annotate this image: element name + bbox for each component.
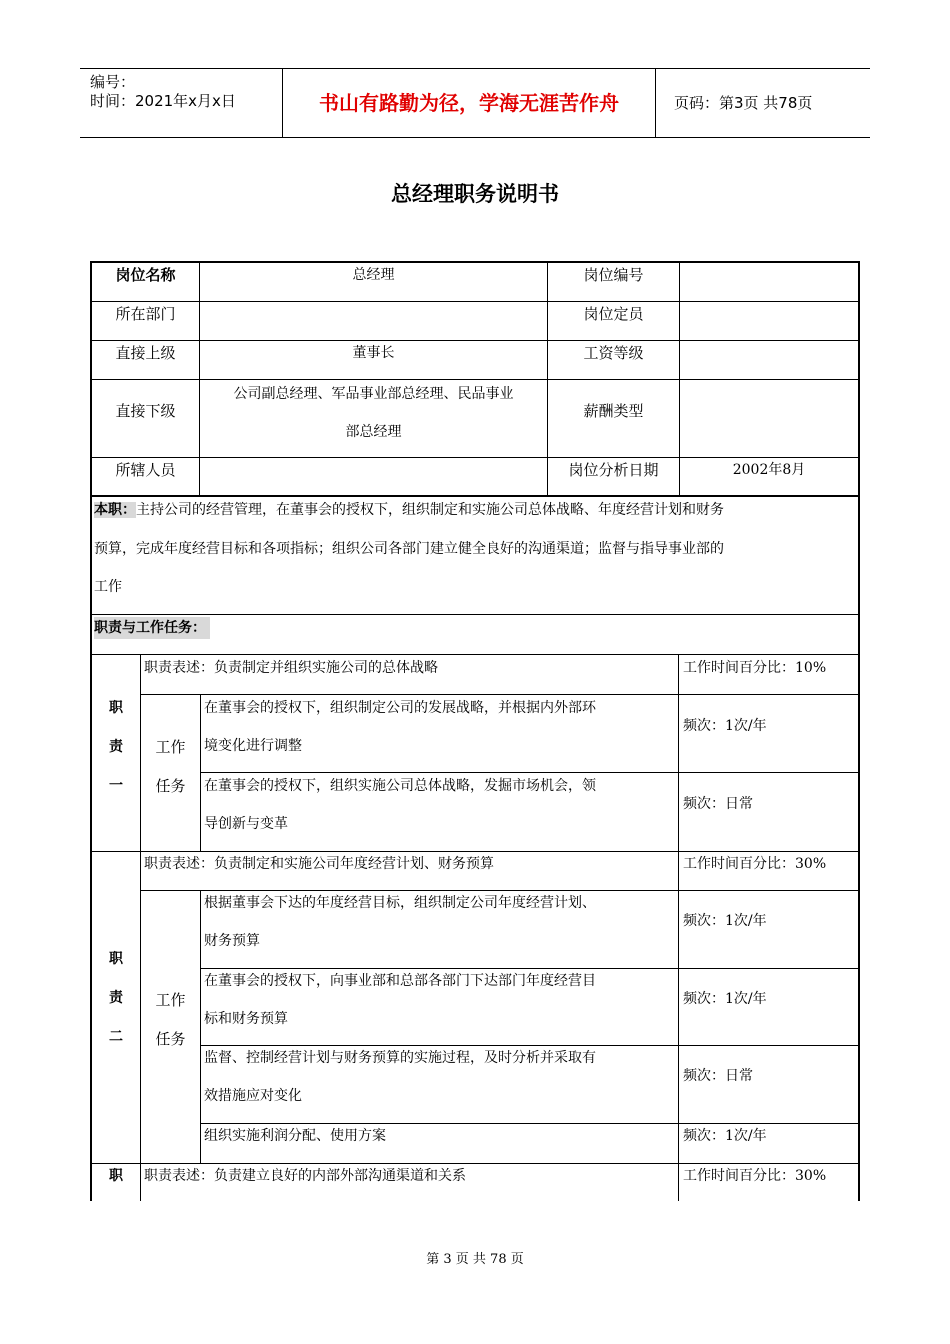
time-label: 时间：2021年x月x日	[90, 92, 236, 110]
number-label: 编号：	[90, 73, 136, 91]
duty2-item3-line1: 监督、控制经营计划与财务预算的实施过程，及时分析并采取有	[204, 1050, 596, 1066]
value-post-number	[680, 263, 858, 301]
duty2-char1: 职	[109, 951, 123, 967]
duty2-item3-line2: 效措施应对变化	[204, 1088, 302, 1104]
duty-summary-line3: 工作	[94, 579, 122, 595]
duty2-item4-line1: 组织实施利润分配、使用方案	[204, 1128, 386, 1144]
label-headcount: 岗位定员	[583, 305, 644, 323]
duty1-description: 职责表述：负责制定并组织实施公司的总体战略	[144, 660, 438, 676]
tasks-heading-row	[90, 615, 860, 655]
duty2-task-label-a: 工作	[155, 991, 186, 1009]
duty1-item2-line1: 在董事会的授权下，组织实施公司总体战略，发掘市场机会，领	[204, 778, 596, 794]
duty-summary-line2: 预算，完成年度经营目标和各项指标；组织公司各部门建立健全良好的沟通渠道；监督与指导事业部的	[94, 541, 724, 557]
value-pay-type	[680, 380, 858, 457]
header-slogan: 书山有路勤为径，学海无涯苦作舟	[282, 69, 656, 137]
header-meta	[80, 69, 282, 137]
value-salary-grade	[680, 341, 858, 379]
duty1-task-label	[141, 695, 200, 851]
page-info-text: 页码：第3页 共78页	[674, 94, 813, 112]
value-staff	[200, 458, 547, 497]
duty1-char3: 一	[109, 778, 123, 794]
duty1-item1-line1: 在董事会的授权下，组织制定公司的发展战略，并根据内外部环	[204, 700, 596, 716]
duty2-time-percent: 工作时间百分比：30%	[683, 856, 827, 872]
value-department	[200, 302, 547, 340]
duty2-item1-line2: 财务预算	[204, 933, 260, 949]
tasks-heading: 职责与工作任务：	[94, 617, 210, 639]
duty3-description: 职责表述：负责建立良好的内部外部沟通渠道和关系	[144, 1168, 466, 1184]
duty-summary-label: 本职：	[94, 502, 136, 518]
label-department: 所在部门	[115, 305, 176, 323]
duty2-char2: 责	[109, 990, 123, 1006]
value-headcount	[680, 302, 858, 340]
duty1-task-label-b: 任务	[155, 777, 186, 795]
duty1-item2-frequency: 频次：日常	[683, 796, 753, 812]
label-post-number: 岗位编号	[583, 266, 644, 284]
value-analysis-date: 2002年8月	[732, 462, 806, 478]
duty2-item3-frequency: 频次：日常	[683, 1068, 753, 1084]
duty1-task-label-a: 工作	[155, 738, 186, 756]
duty1-char1: 职	[109, 700, 123, 716]
duty1-time-percent: 工作时间百分比：10%	[683, 660, 827, 676]
label-analysis-date: 岗位分析日期	[568, 461, 659, 479]
duty2-item2-line2: 标和财务预算	[204, 1011, 288, 1027]
duty2-char3: 二	[109, 1029, 123, 1045]
subordinates-line1: 公司副总经理、军品事业部总经理、民品事业	[233, 386, 514, 402]
duty2-description: 职责表述：负责制定和实施公司年度经营计划、财务预算	[144, 856, 494, 872]
value-superior: 董事长	[352, 345, 395, 361]
duty3-time-percent: 工作时间百分比：30%	[683, 1168, 827, 1184]
duty1-label	[92, 655, 140, 851]
duty-summary	[90, 495, 860, 615]
duty2-item1-line1: 根据董事会下达的年度经营目标，组织制定公司年度经营计划、	[204, 895, 596, 911]
duty2-item4-frequency: 频次：1次/年	[683, 1128, 767, 1144]
header-page-info	[664, 69, 870, 137]
duty1-item1-line2: 境变化进行调整	[204, 738, 302, 754]
label-staff: 所辖人员	[115, 461, 176, 479]
duty1-char2: 责	[109, 739, 123, 755]
page-footer: 第 3 页 共 78 页	[426, 1252, 524, 1267]
duty2-task-label-b: 任务	[155, 1030, 186, 1048]
info-table	[90, 261, 860, 497]
duty-summary-line1: 主持公司的经营管理，在董事会的授权下，组织制定和实施公司总体战略、年度经营计划和财务	[136, 502, 724, 518]
duty2-item2-frequency: 频次：1次/年	[683, 991, 767, 1007]
duty2-task-label	[141, 891, 200, 1163]
value-subordinates	[200, 380, 547, 457]
duty2-item2-line1: 在董事会的授权下，向事业部和总部各部门下达部门年度经营目	[204, 973, 596, 989]
duty1-item2-line2: 导创新与变革	[204, 816, 288, 832]
document-header	[80, 68, 870, 138]
duty1-item1-frequency: 频次：1次/年	[683, 718, 767, 734]
label-superior: 直接上级	[115, 344, 176, 362]
label-salary-grade: 工资等级	[583, 344, 644, 362]
page-title: 总经理职务说明书	[391, 182, 559, 206]
label-subordinates: 直接下级	[115, 402, 176, 420]
label-post-name: 岗位名称	[115, 266, 176, 284]
subordinates-line2: 部总经理	[345, 424, 402, 440]
duty3-char1: 职	[109, 1168, 123, 1184]
duty2-item1-frequency: 频次：1次/年	[683, 913, 767, 929]
label-pay-type: 薪酬类型	[583, 402, 644, 420]
value-post-name: 总经理	[352, 267, 395, 283]
duties-table	[90, 655, 860, 1201]
duty2-label	[92, 852, 140, 1163]
